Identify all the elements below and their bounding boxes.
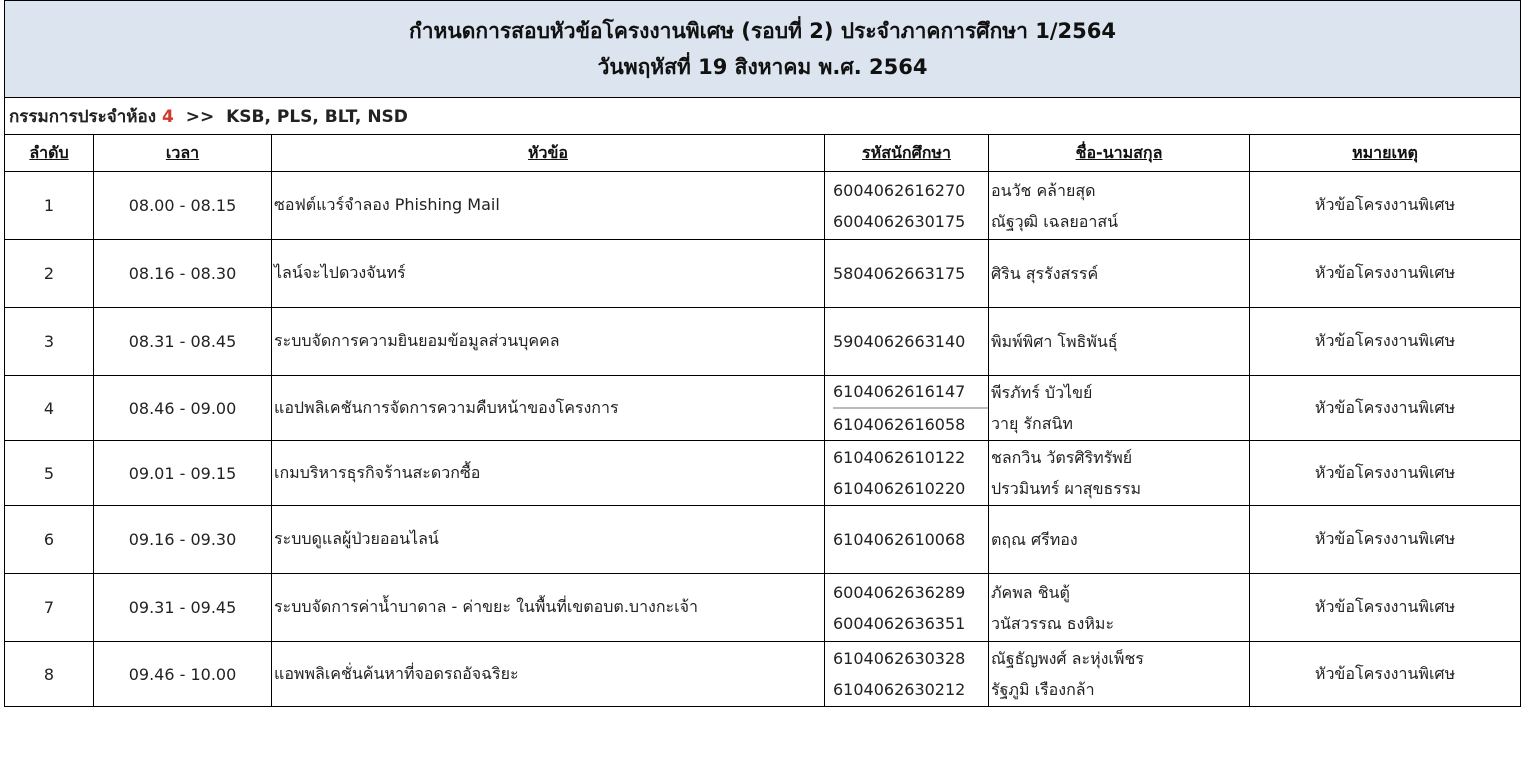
topic-cell: เกมบริหารธุรกิจร้านสะดวกซื้อ [272,441,825,506]
time-cell: 09.16 - 09.30 [94,506,272,574]
student-name-cell [989,240,1250,308]
student-name-cell [989,574,1250,642]
order-cell: 2 [5,240,94,308]
student-id: 6004062636289 [833,582,966,602]
schedule-sheet [4,0,1520,766]
topic-cell: ซอฟต์แวร์จำลอง Phishing Mail [272,172,825,240]
col-header-time: เวลา [94,135,272,172]
note-cell: หัวข้อโครงงานพิเศษ [1250,240,1521,308]
student-id-cell [825,172,989,240]
order-cell: 6 [5,506,94,574]
note-cell: หัวข้อโครงงานพิเศษ [1250,642,1521,707]
note-cell: หัวข้อโครงงานพิเศษ [1250,506,1521,574]
table-row [5,574,1521,642]
topic-cell: ระบบจัดการความยินยอมข้อมูลส่วนบุคคล [272,308,825,376]
student-id: 6104062616058 [833,415,966,434]
time-cell: 08.31 - 08.45 [94,308,272,376]
table-row [5,506,1521,574]
time-cell: 08.00 - 08.15 [94,172,272,240]
student-name: พิมพ์พิศา โพธิพันธุ์ [991,332,1118,351]
page-title: กำหนดการสอบหัวข้อโครงงานพิเศษ (รอบที่ 2) ประจำภาคการศึกษา 1/2564 [409,19,1116,43]
student-name: ศิริน สุรรังสรรค์ [991,264,1099,283]
note-cell: หัวข้อโครงงานพิเศษ [1250,376,1521,441]
order-cell: 1 [5,172,94,240]
topic-cell: แอปพลิเคชันการจัดการความคืบหน้าของโครงการ [272,376,825,441]
student-id: 6104062610122 [833,448,966,467]
student-name: ณัฐธัญพงศ์ ละหุ่งเพ็ชร [991,649,1144,668]
student-id-cell [825,642,989,707]
note-cell: หัวข้อโครงงานพิเศษ [1250,574,1521,642]
student-name: อนวัช คล้ายสุด [991,180,1096,200]
order-cell: 7 [5,574,94,642]
col-header-note: หมายเหตุ [1250,135,1521,172]
order-cell: 4 [5,376,94,441]
col-header-order: ลำดับ [5,135,94,172]
table-row [5,308,1521,376]
student-name-cell [989,376,1250,441]
committee-members: KSB, PLS, BLT, NSD [226,106,408,127]
room-number: 4 [161,106,174,127]
student-id: 5904062663140 [833,332,966,351]
time-cell: 09.31 - 09.45 [94,574,272,642]
student-id-cell [825,506,989,574]
table-row [5,441,1521,506]
note-cell: หัวข้อโครงงานพิเศษ [1250,308,1521,376]
topic-cell: แอพพลิเคชั่นค้นหาที่จอดรถอัจฉริยะ [272,642,825,707]
student-id-cell [825,240,989,308]
col-header-topic: หัวข้อ [272,135,825,172]
student-id-cell [825,574,989,642]
student-name: ชลกวิน วัตรศิริทรัพย์ [991,448,1133,467]
time-cell: 08.46 - 09.00 [94,376,272,441]
student-id-cell [825,441,989,506]
student-id: 6004062616270 [833,180,966,200]
col-header-name: ชื่อ-นามสกุล [989,135,1250,172]
student-name: ปรวมินทร์ ผาสุขธรรม [991,479,1142,498]
col-header-student-id: รหัสนักศึกษา [825,135,989,172]
order-cell: 8 [5,642,94,707]
committee-row [5,98,1521,135]
student-name: วายุ รักสนิท [991,414,1073,433]
student-id: 6104062610068 [833,530,966,549]
student-name: วนัสวรรณ ธงหิมะ [991,613,1115,633]
column-header-row [5,135,1521,172]
note-cell: หัวข้อโครงงานพิเศษ [1250,441,1521,506]
student-id: 5804062663175 [833,264,966,283]
table-row [5,172,1521,240]
time-cell: 08.16 - 08.30 [94,240,272,308]
student-name: ภัคพล ชินตู้ [991,582,1070,602]
student-id: 6104062616147 [833,376,988,409]
topic-cell: ไลน์จะไปดวงจันทร์ [272,240,825,308]
time-cell: 09.46 - 10.00 [94,642,272,707]
exam-date: วันพฤหัสที่ 19 สิงหาคม พ.ศ. 2564 [597,55,928,79]
student-name: ณัฐวุฒิ เฉลยอาสน์ [991,211,1119,231]
student-id: 6104062630328 [833,649,966,668]
student-id: 6104062630212 [833,680,966,699]
student-id: 6004062630175 [833,211,966,231]
student-name-cell [989,441,1250,506]
table-row [5,376,1521,441]
student-id: 6104062610220 [833,479,966,498]
title-cell [5,1,1521,98]
student-name: พีรภัทร์ บัวไขย์ [991,383,1093,402]
order-cell: 3 [5,308,94,376]
committee-arrow: >> [185,106,215,127]
table-row [5,642,1521,707]
student-name-cell [989,172,1250,240]
note-cell: หัวข้อโครงงานพิเศษ [1250,172,1521,240]
time-cell: 09.01 - 09.15 [94,441,272,506]
committee-label: กรรมการประจำห้อง [9,106,157,127]
student-name: ตฤณ ศรีทอง [991,530,1078,549]
student-id-cell [825,308,989,376]
student-name-cell [989,642,1250,707]
topic-cell: ระบบจัดการค่าน้ำบาดาล - ค่าขยะ ในพื้นที่เขตอบต.บางกะเจ้า [272,574,825,642]
student-name-cell [989,506,1250,574]
order-cell: 5 [5,441,94,506]
student-name-cell [989,308,1250,376]
schedule-table [4,0,1521,707]
student-name: รัฐภูมิ เรืองกล้า [991,680,1095,699]
student-id-cell [825,376,989,441]
topic-cell: ระบบดูแลผู้ป่วยออนไลน์ [272,506,825,574]
table-row [5,240,1521,308]
student-id: 6004062636351 [833,613,966,633]
